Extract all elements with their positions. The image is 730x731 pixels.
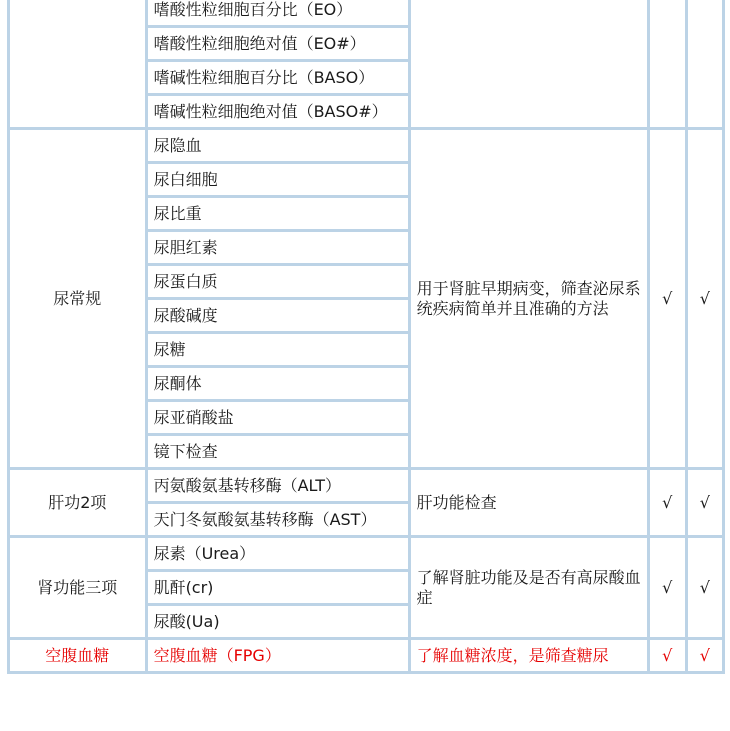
item-cell: 天门冬氨酸氨基转移酶（AST） [146, 503, 409, 537]
item-cell: 空腹血糖（FPG） [146, 639, 409, 673]
item-cell: 嗜碱性粒细胞百分比（BASO） [146, 61, 409, 95]
item-cell: 尿比重 [146, 197, 409, 231]
item-cell: 镜下检查 [146, 435, 409, 469]
table-row [9, 639, 724, 673]
checkmark-a: √ [648, 537, 686, 639]
category-urine-routine: 尿常规 [9, 129, 147, 469]
item-cell: 尿白细胞 [146, 163, 409, 197]
item-cell: 丙氨酸氨基转移酶（ALT） [146, 469, 409, 503]
checkmark-b: √ [686, 469, 723, 537]
category-cell-blank [9, 0, 147, 129]
table-row [9, 0, 724, 27]
checkmark-a: √ [648, 129, 686, 469]
category-liver-function: 肝功2项 [9, 469, 147, 537]
category-kidney-function: 肾功能三项 [9, 537, 147, 639]
checkmark-b: √ [686, 537, 723, 639]
category-fasting-glucose: 空腹血糖 [9, 639, 147, 673]
item-cell: 尿胆红素 [146, 231, 409, 265]
description-cell-blank [409, 0, 648, 129]
item-cell: 尿蛋白质 [146, 265, 409, 299]
item-cell: 肌酐(cr) [146, 571, 409, 605]
item-cell: 尿糖 [146, 333, 409, 367]
table-row [9, 129, 724, 163]
checkmark-b: √ [686, 639, 723, 673]
item-cell: 尿亚硝酸盐 [146, 401, 409, 435]
item-cell: 尿素（Urea） [146, 537, 409, 571]
item-cell: 尿隐血 [146, 129, 409, 163]
item-cell: 尿酸碱度 [146, 299, 409, 333]
description-kidney-function: 了解肾脏功能及是否有高尿酸血症 [409, 537, 648, 639]
check-cell-blank [686, 0, 723, 129]
checkup-items-table [7, 0, 725, 674]
item-cell: 嗜酸性粒细胞百分比（EO） [146, 0, 409, 27]
checkmark-b: √ [686, 129, 723, 469]
item-cell: 嗜酸性粒细胞绝对值（EO#） [146, 27, 409, 61]
checkmark-a: √ [648, 469, 686, 537]
description-liver-function: 肝功能检查 [409, 469, 648, 537]
checkmark-a: √ [648, 639, 686, 673]
table-row [9, 469, 724, 503]
check-cell-blank [648, 0, 686, 129]
table-row [9, 537, 724, 571]
item-cell: 尿酸(Ua) [146, 605, 409, 639]
item-cell: 尿酮体 [146, 367, 409, 401]
item-cell: 嗜碱性粒细胞绝对值（BASO#） [146, 95, 409, 129]
description-fasting-glucose: 了解血糖浓度，是筛查糖尿 [409, 639, 648, 673]
description-urine-routine: 用于肾脏早期病变，筛查泌尿系统疾病简单并且准确的方法 [409, 129, 648, 469]
